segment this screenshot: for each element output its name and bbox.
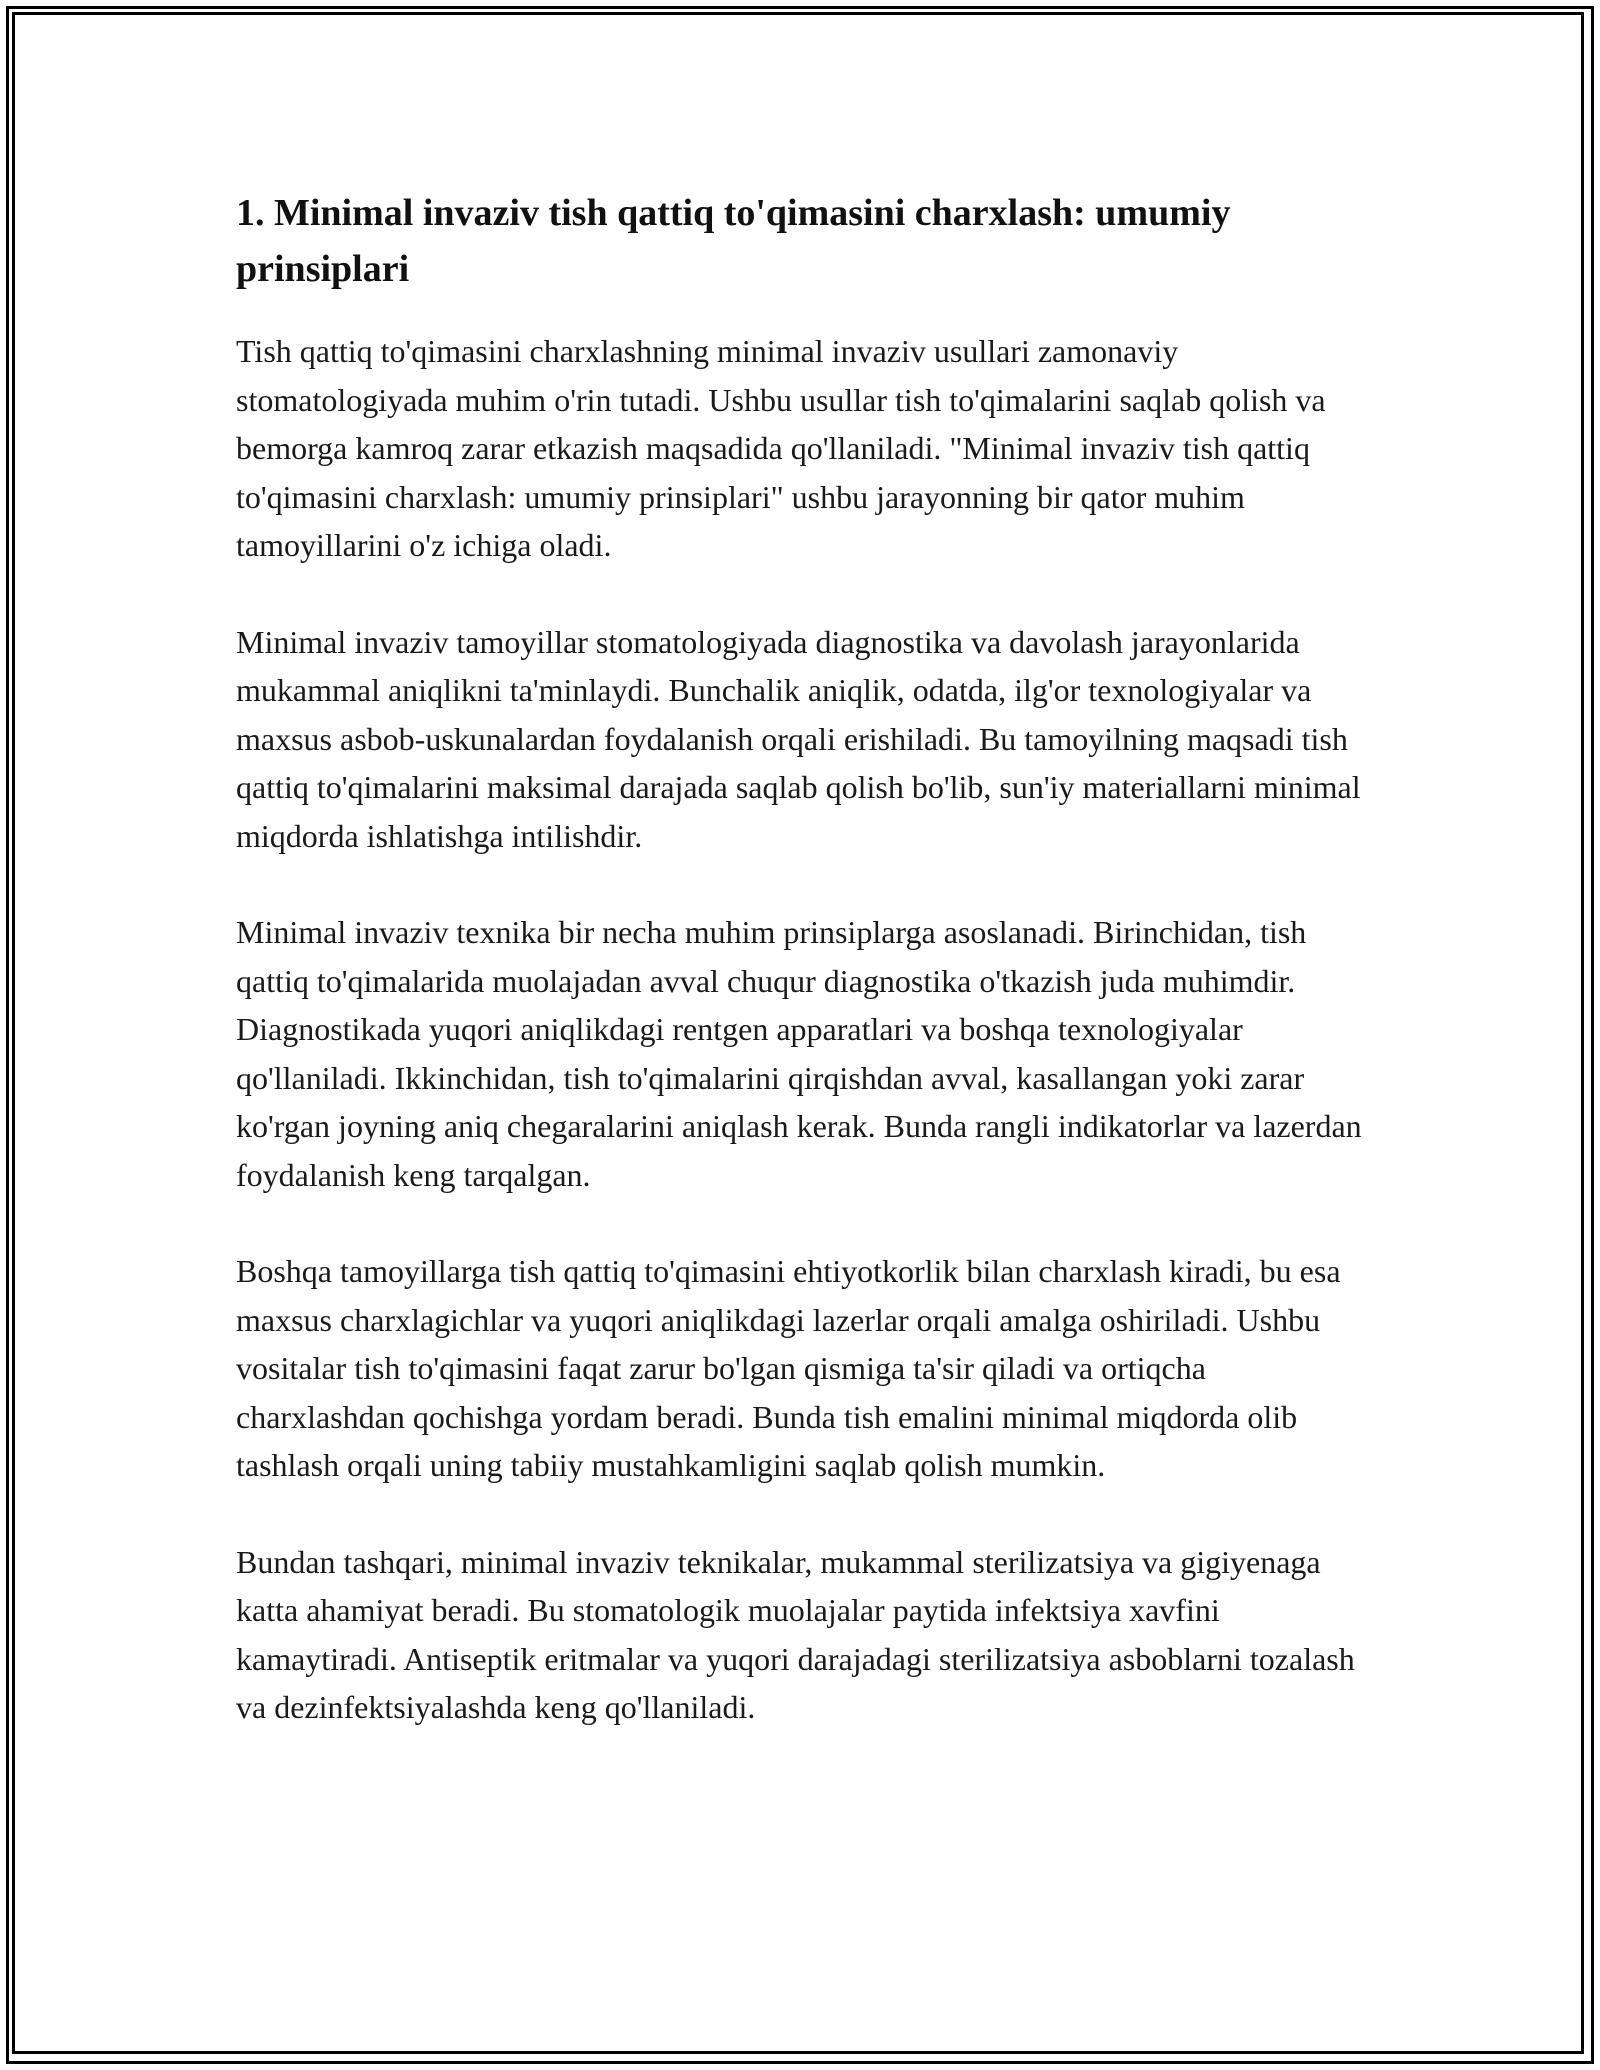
paragraph-1: Tish qattiq to'qimasini charxlashning minimal invaziv usullari zamonaviy stomatologiyada muhim o'rin tutadi. Ushbu usullar tish to'qimalarini saqlab qolish va bemorga kamroq zarar etkazish maqsadida qo'llaniladi. "Minimal invaziv tish qattiq to'qimasini charxlash: umumiy prinsiplari" ushbu jarayonning bir qator muhim tamoyillarini o'z ichiga oladi. <box>236 333 1326 563</box>
paragraph-4: Boshqa tamoyillarga tish qattiq to'qimasini ehtiyotkorlik bilan charxlash kiradi, bu esa maxsus charxlagichlar va yuqori aniqlikdagi lazerlar orqali amalga oshiriladi. Ushbu vositalar tish to'qimasini faqat zarur bo'lgan qismiga ta'sir qiladi va ortiqcha charxlashdan qochishga yordam beradi. Bunda tish emalini minimal miqdorda olib tashlash orqali uning tabiiy mustahkamligini saqlab qolish mumkin. <box>236 1253 1341 1483</box>
section-title: 1. Minimal invaziv tish qattiq to'qimasini charxlash: umumiy prinsiplari <box>236 192 1231 290</box>
paragraph-3: Minimal invaziv texnika bir necha muhim prinsiplarga asoslanadi. Birinchidan, tish qattiq to'qimalarida muolajadan avval chuqur diagnostika o'tkazish juda muhimdir. Diagnostikada yuqori aniqlikdagi rentgen apparatlari va boshqa texnologiyalar qo'llaniladi. Ikkinchidan, tish to'qimalarini qirqishdan avval, kasallangan yoki zarar ko'rgan joyning aniq chegaralarini aniqlash kerak. Bunda rangli indikatorlar va lazerdan foydalanish keng tarqalgan. <box>236 914 1362 1193</box>
paragraph-5: Bundan tashqari, minimal invaziv teknikalar, mukammal sterilizatsiya va gigiyenaga katta ahamiyat beradi. Bu stomatologik muolajalar paytida infektsiya xavfini kamaytiradi. Antiseptik eritmalar va yuqori darajadagi sterilizatsiya asboblarni tozalash va dezinfektsiyalashda keng qo'llaniladi. <box>236 1543 1355 1725</box>
paragraph-2: Minimal invaziv tamoyillar stomatologiyada diagnostika va davolash jarayonlarida mukammal aniqlikni ta'minlaydi. Bunchalik aniqlik, odatda, ilg'or texnologiyalar va maxsus asbob-uskunalardan foydalanish orqali erishiladi. Bu tamoyilning maqsadi tish qattiq to'qimalarini maksimal darajada saqlab qolish bo'lib, sun'iy materiallarni minimal miqdorda ishlatishga intilishdir. <box>236 623 1361 854</box>
document-body <box>236 185 1366 1780</box>
